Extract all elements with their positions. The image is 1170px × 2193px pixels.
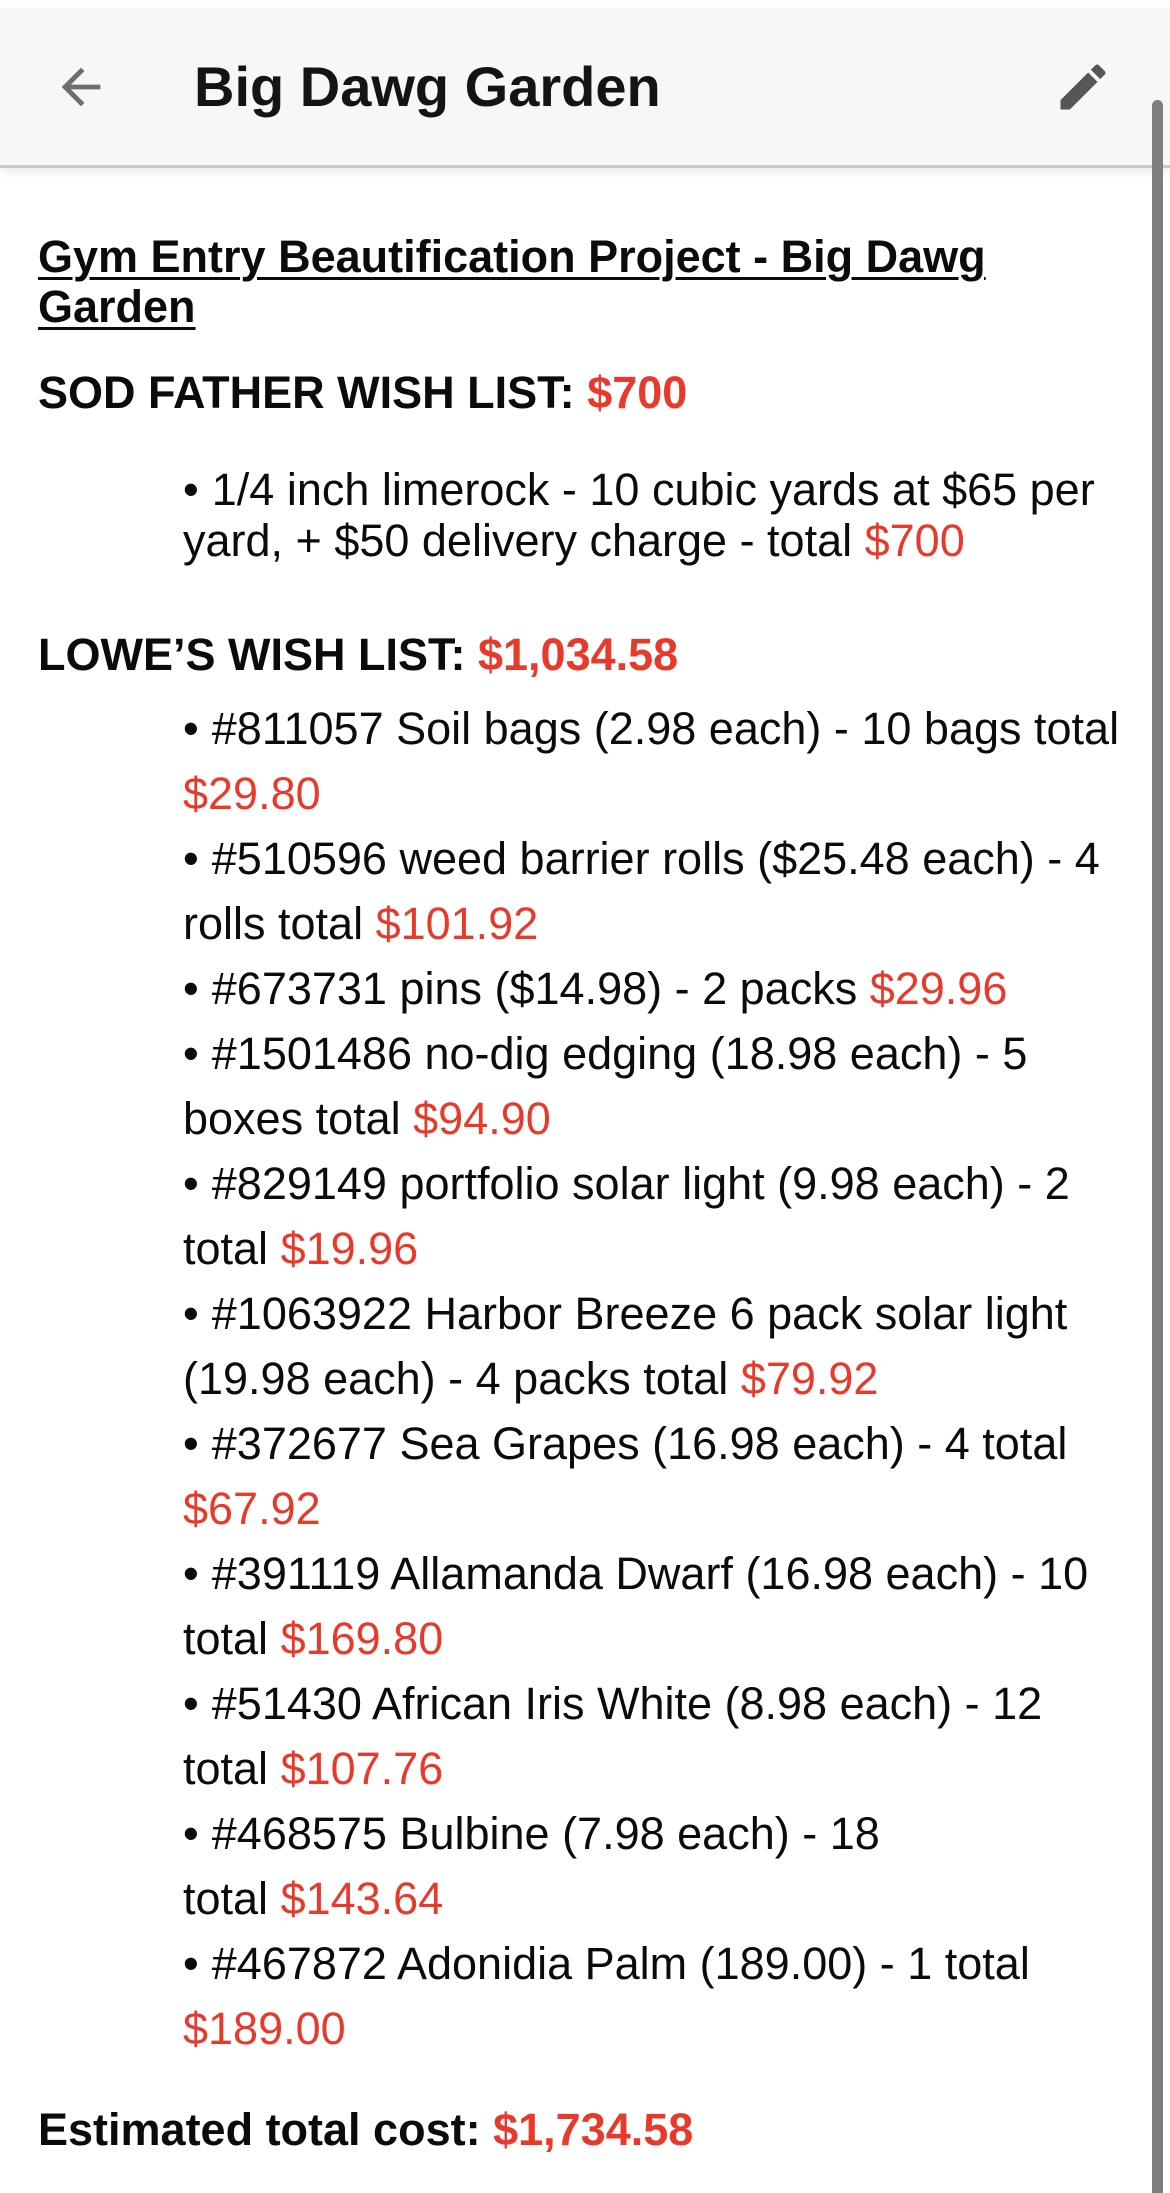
text-line	[183, 1346, 1136, 1411]
section-label: SOD FATHER WISH LIST:	[38, 367, 575, 418]
list-item	[183, 1411, 1136, 1541]
price-text: $189.00	[183, 2003, 346, 2054]
list-item	[183, 1151, 1136, 1281]
section-label: LOWE’S WISH LIST:	[38, 629, 466, 680]
price-text: $169.80	[280, 1613, 444, 1664]
section-heading-lowes	[38, 630, 1136, 680]
item-text: #1063922 Harbor Breeze 6 pack solar light	[211, 1288, 1068, 1339]
sod-item-list	[38, 464, 1136, 566]
price-text: $94.90	[413, 1093, 551, 1144]
item-text: boxes total	[183, 1093, 414, 1144]
document-title	[38, 232, 1136, 332]
price-text: $29.80	[183, 768, 321, 819]
estimated-total	[38, 2105, 1136, 2155]
item-text: #673731 pins ($14.98) - 2 packs	[211, 963, 870, 1014]
item-text: total	[183, 1613, 281, 1664]
pencil-icon	[1053, 57, 1113, 117]
lowes-item-list	[38, 696, 1136, 2061]
arrow-left-icon	[52, 58, 110, 116]
text-line	[183, 761, 1136, 826]
estimated-total-label: Estimated total cost:	[38, 2104, 481, 2155]
text-line	[183, 1736, 1136, 1801]
item-text: Garden	[38, 281, 196, 332]
text-line	[183, 1151, 1136, 1216]
price-text: $29.96	[869, 963, 1008, 1014]
bullet-icon: •	[183, 963, 199, 1014]
text-line	[183, 1411, 1136, 1476]
text-line	[183, 1281, 1136, 1346]
item-text: total	[183, 1873, 281, 1924]
item-text: #467872 Adonidia Palm (189.00) - 1 total	[211, 1938, 1030, 1989]
bullet-icon: •	[183, 1288, 199, 1339]
price-text: $79.92	[740, 1353, 879, 1404]
item-text: total	[183, 1223, 281, 1274]
text-line	[183, 515, 1136, 566]
list-item	[183, 1021, 1136, 1151]
bullet-icon: •	[183, 703, 199, 754]
price-text: $700	[864, 515, 965, 566]
text-line	[183, 1606, 1136, 1671]
text-line	[38, 232, 1136, 282]
list-item	[183, 1931, 1136, 2061]
item-text: (19.98 each) - 4 packs total	[183, 1353, 741, 1404]
bullet-icon: •	[183, 833, 199, 884]
list-item	[183, 1281, 1136, 1411]
status-strip	[0, 0, 1170, 8]
bullet-icon: •	[183, 1808, 199, 1859]
price-text: $107.76	[280, 1743, 444, 1794]
item-text: #811057 Soil bags (2.98 each) - 10 bags total	[211, 703, 1120, 754]
back-button[interactable]	[50, 56, 112, 118]
bullet-icon: •	[183, 1678, 199, 1729]
item-text: 1/4 inch limerock - 10 cubic yards at $65 per	[211, 464, 1095, 515]
text-line	[183, 956, 1136, 1021]
scrollbar[interactable]	[1152, 100, 1163, 2193]
estimated-total-amount: $1,734.58	[493, 2104, 694, 2155]
list-item	[183, 826, 1136, 956]
item-text: #829149 portfolio solar light (9.98 each) - 2	[211, 1158, 1070, 1209]
text-line	[183, 1216, 1136, 1281]
bullet-icon: •	[183, 1158, 199, 1209]
edit-button[interactable]	[1052, 56, 1114, 118]
price-text: $143.64	[280, 1873, 444, 1924]
bullet-icon: •	[183, 1938, 199, 1989]
item-text: yard, + $50 delivery charge - total	[183, 515, 865, 566]
bullet-icon: •	[183, 1418, 199, 1469]
item-text: #51430 African Iris White (8.98 each) - 12	[211, 1678, 1043, 1729]
price-text: $101.92	[375, 898, 539, 949]
note-content[interactable]	[0, 168, 1170, 2155]
text-line	[183, 464, 1136, 515]
text-line	[183, 1476, 1136, 1541]
text-line	[183, 1866, 1136, 1931]
section-amount: $700	[587, 367, 688, 418]
text-line	[183, 1931, 1136, 1996]
item-text: #510596 weed barrier rolls ($25.48 each) - 4	[211, 833, 1100, 884]
bullet-icon: •	[183, 1548, 199, 1599]
text-line	[183, 891, 1136, 956]
item-text: Gym Entry Beautification Project - Big Dawg	[38, 231, 986, 282]
text-line	[183, 826, 1136, 891]
list-item	[183, 464, 1136, 566]
text-line	[38, 282, 1136, 332]
text-line	[183, 1541, 1136, 1606]
top-app-bar	[0, 8, 1170, 168]
item-text: #468575 Bulbine (7.98 each) - 18	[211, 1808, 880, 1859]
price-text: $67.92	[183, 1483, 321, 1534]
item-text: #1501486 no-dig edging (18.98 each) - 5	[211, 1028, 1028, 1079]
item-text: #391119 Allamanda Dwarf (16.98 each) - 10	[211, 1548, 1089, 1599]
text-line	[183, 1086, 1136, 1151]
list-item	[183, 956, 1136, 1021]
item-text: total	[183, 1743, 281, 1794]
bullet-icon: •	[183, 464, 199, 515]
note-title: Big Dawg Garden	[194, 55, 661, 118]
section-amount: $1,034.58	[478, 629, 679, 680]
text-line	[183, 1996, 1136, 2061]
bullet-icon: •	[183, 1028, 199, 1079]
text-line	[183, 1801, 1136, 1866]
item-text: #372677 Sea Grapes (16.98 each) - 4 total	[211, 1418, 1068, 1469]
text-line	[183, 696, 1136, 761]
list-item	[183, 696, 1136, 826]
text-line	[183, 1021, 1136, 1086]
item-text: rolls total	[183, 898, 376, 949]
section-heading-sod	[38, 368, 1136, 418]
list-item	[183, 1801, 1136, 1931]
text-line	[183, 1671, 1136, 1736]
list-item	[183, 1541, 1136, 1671]
price-text: $19.96	[280, 1223, 419, 1274]
list-item	[183, 1671, 1136, 1801]
